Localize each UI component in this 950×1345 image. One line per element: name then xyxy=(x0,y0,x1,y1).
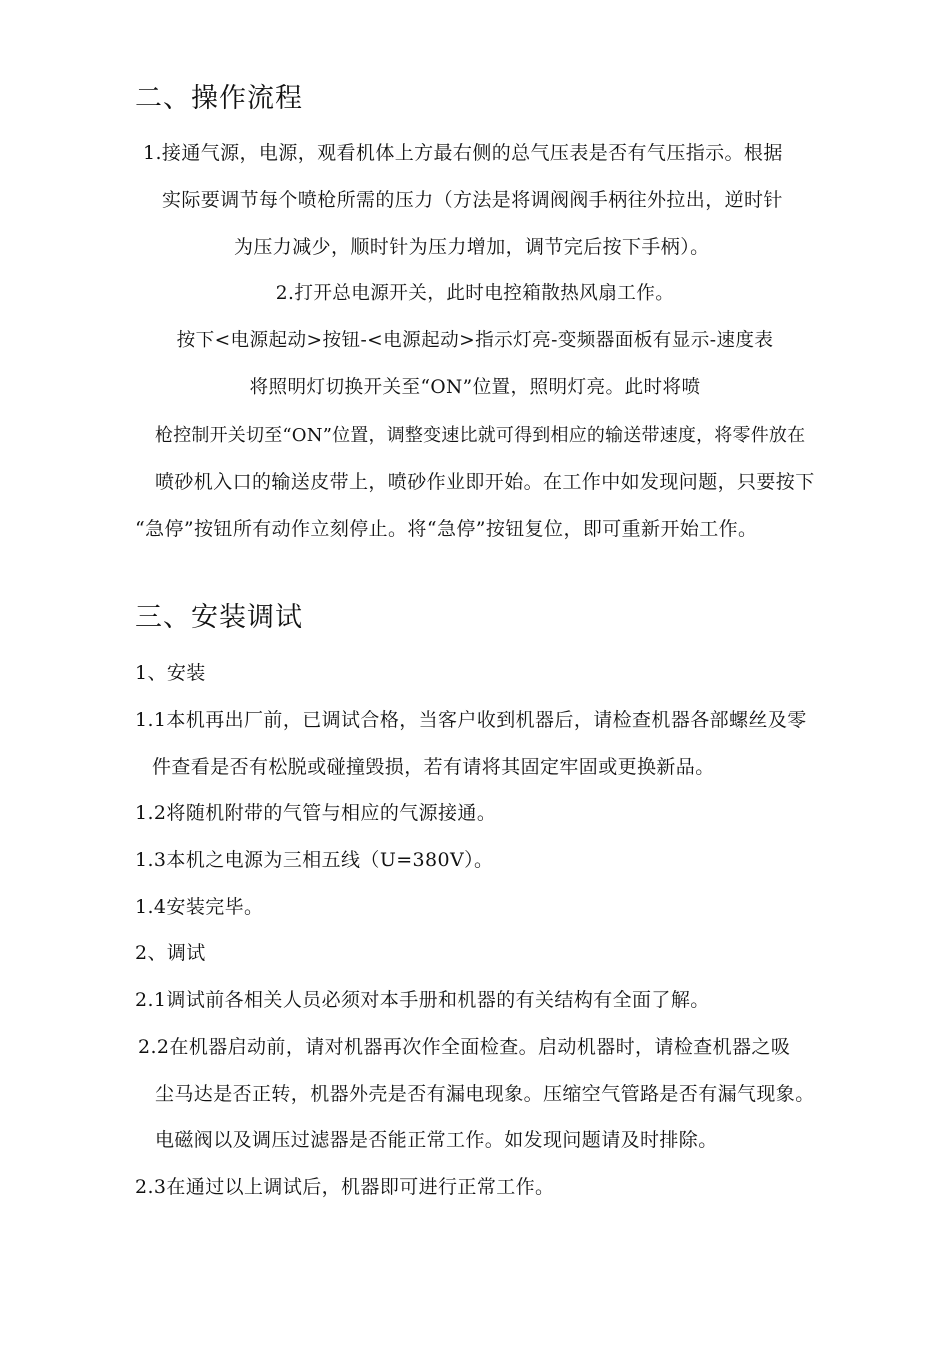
section-3-line-8: 2.1调试前各相关人员必须对本手册和机器的有关结构有全面了解。 xyxy=(135,989,710,1011)
section-3-line-1: 1、安装 xyxy=(135,662,206,684)
section-3-line-11: 电磁阀以及调压过滤器是否能正常工作。如发现问题请及时排除。 xyxy=(155,1129,718,1151)
section-2-line-3: 为压力减少，顺时针为压力增加，调节完后按下手柄）。 xyxy=(234,236,710,258)
section-3-line-5: 1.3本机之电源为三相五线（U=380V）。 xyxy=(135,849,494,871)
section-2-line-4: 2.打开总电源开关，此时电控箱散热风扇工作。 xyxy=(275,283,675,304)
section-2-line-1: 1.接通气源，电源，观看机体上方最右侧的总气压表是否有气压指示。根据 xyxy=(143,142,783,164)
section-2-title: 二、操作流程 xyxy=(135,83,303,114)
section-3-line-10: 尘马达是否正转，机器外壳是否有漏电现象。压缩空气管路是否有漏气现象。 xyxy=(155,1083,815,1105)
section-3-line-6: 1.4安装完毕。 xyxy=(135,896,264,918)
section-2-line-2: 实际要调节每个喷枪所需的压力（方法是将调阀阀手柄往外拉出，逆时针 xyxy=(162,189,783,211)
section-2-line-6: 将照明灯切换开关至“ON”位置，照明灯亮。此时将喷 xyxy=(249,377,701,398)
section-2-line-7: 枪控制开关切至“ON”位置，调整变速比就可得到相应的输送带速度，将零件放在 xyxy=(155,425,806,446)
section-3-line-9: 2.2在机器启动前，请对机器再次作全面检查。启动机器时，请检查机器之吸 xyxy=(138,1036,791,1058)
section-2-line-9: “急停”按钮所有动作立刻停止。将“急停”按钮复位，即可重新开始工作。 xyxy=(135,518,758,540)
section-2-line-5: 按下<电源起动>按钮-<电源起动>指示灯亮-变频器面板有显示-速度表 xyxy=(176,330,774,351)
section-3-line-12: 2.3在通过以上调试后，机器即可进行正常工作。 xyxy=(135,1176,555,1198)
section-3-line-7: 2、调试 xyxy=(135,942,206,964)
section-3-line-2: 1.1本机再出厂前，已调试合格，当客户收到机器后，请检查机器各部螺丝及零 xyxy=(135,709,807,731)
section-3-title: 三、安装调试 xyxy=(135,602,303,633)
section-2-line-8: 喷砂机入口的输送皮带上，喷砂作业即开始。在工作中如发现问题，只要按下 xyxy=(155,471,815,493)
section-3-line-3: 件查看是否有松脱或碰撞毁损，若有请将其固定牢固或更换新品。 xyxy=(152,756,715,778)
section-3-line-4: 1.2将随机附带的气管与相应的气源接通。 xyxy=(135,802,497,824)
